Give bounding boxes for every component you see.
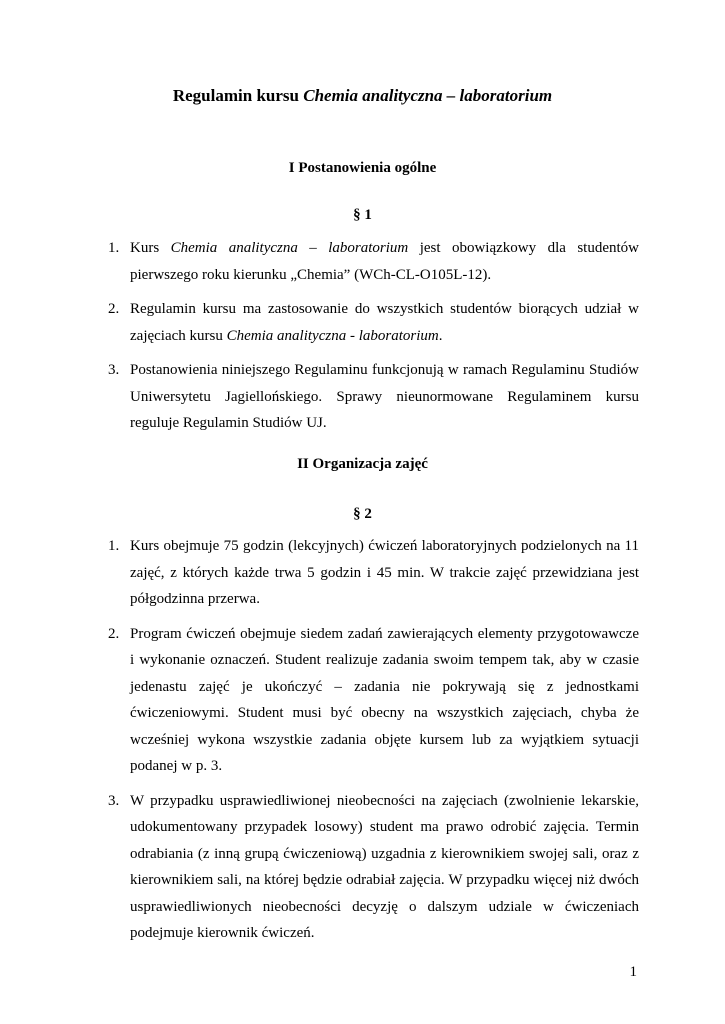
section-heading-2: II Organizacja zajęć xyxy=(297,456,428,472)
list-item: 3. Postanowienia niniejszego Regulaminu funkcjonują w ramach Regulaminu Studiów Uniwersytetu Jagiellońskiego. Sprawy nieunormowane Regulaminem kursu reguluje Regulamin Studiów UJ. xyxy=(108,357,639,437)
title-course-name: Chemia analityczna – laboratorium xyxy=(303,86,553,105)
paragraph-mark-2: § 2 xyxy=(353,506,372,522)
list-item: 3. W przypadku usprawiedliwionej nieobecności na zajęciach (zwolnienie lekarskie, udokumentowany przypadek losowy) student ma prawo odrobić zajęcia. Termin odrabiania (z inną grupą ćwiczeniową) uzgadnia z kierownikiem swojej sali, oraz z kierownikiem sali, na której będzie odrabiał zajęcia. W przypadku więcej niż dwóch usprawiedliwionych nieobecności decyzję o dalszym udziale w ćwiczeniach podejmuje kierownik ćwiczeń. xyxy=(108,788,639,947)
section-heading-1: I Postanowienia ogólne xyxy=(288,160,437,176)
item-number: 3. xyxy=(108,362,120,378)
document-title xyxy=(0,86,725,106)
item-number: 2. xyxy=(108,301,120,317)
section-1-list xyxy=(108,235,639,445)
item-number: 2. xyxy=(108,625,120,642)
list-item: 1. Kurs Chemia analityczna – laboratorium jest obowiązkowy dla studentów pierwszego roku kierunku „Chemia” (WCh-CL-O105L-12). xyxy=(108,235,639,288)
list-item: 2. Program ćwiczeń obejmuje siedem zadań zawierających elementy przygotowawcze i wykonanie oznaczeń. Student realizuje zadania swoim tempem tak, aby w czasie jedenastu zajęć je ukończyć – zadania nie pokrywają się z jednostkami ćwiczeniowymi. Student musi być obecny na wszystkich zajęciach, chyba że wcześniej wykona wszystkie zadania objęte kursem lub za wyjątkiem sytuacji podanej w p. 3. xyxy=(108,621,639,780)
list-item: 1. Kurs obejmuje 75 godzin (lekcyjnych) ćwiczeń laboratoryjnych podzielonych na 11 zajęć, z których każde trwa 5 godzin i 45 min. W trakcie zajęć przewidziana jest półgodzinna przerwa. xyxy=(108,533,639,613)
section-2-list xyxy=(108,533,639,955)
title-prefix: Regulamin kursu xyxy=(172,86,304,105)
list-item: 2. Regulamin kursu ma zastosowanie do wszystkich studentów biorących udział w zajęciach kursu Chemia analityczna - laboratorium. xyxy=(108,296,639,349)
item-number: 3. xyxy=(108,792,120,809)
item-number: 1. xyxy=(108,240,120,256)
paragraph-mark-1: § 1 xyxy=(353,207,372,223)
item-number: 1. xyxy=(108,538,120,554)
page-number: 1 xyxy=(629,964,637,980)
